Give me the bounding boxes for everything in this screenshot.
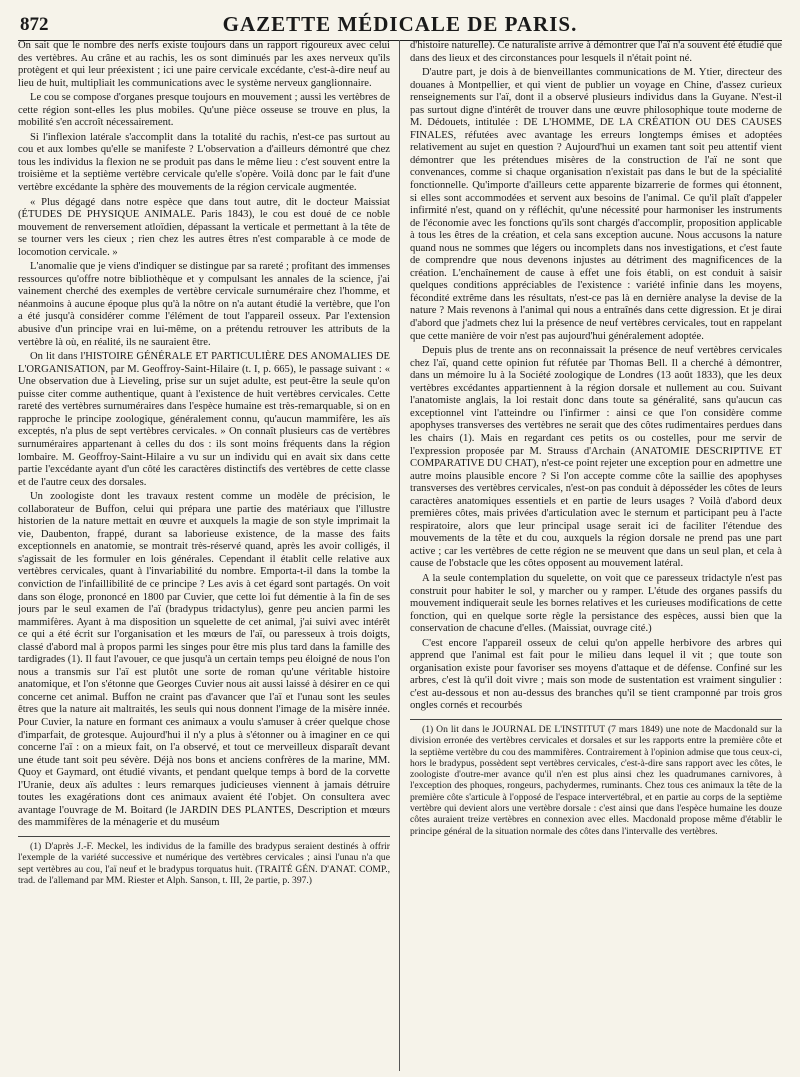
paragraph: On lit dans l'HISTOIRE GÉNÉRALE ET PARTICULIÈRE DES ANOMALIES DE L'ORGANISATION, par M. Geoffroy-Saint-Hilaire (t. I, p. 665), le passage suivant : « Une observation due à Lieveling, prise sur un sujet adulte, est peut-être la seule qu'on puisse citer comme authentique, quant à l'existence de huit vertèbres cervicales. Cette rareté des vertèbres surnuméraires dans l'espèce humaine est très-remarquable, si on en rapproche le principe zoologique, généralement connu, qu'aucun mammifère, les aïs exceptés, n'a plus de sept vertèbres cervicales. » On connaît plusieurs cas de vertèbres surnuméraires appartenant à celles du dos : ils sont moins fréquents dans la région lombaire. M. Geoffroy-Saint-Hilaire a vu sur un individu qui en avait six dans cette partie l'excédante ayant d'un côté les caractères distinctifs des vertèbres de cette classe et de l'autre ceux des dorsales. [18,351,390,488]
footnote [410,724,782,837]
footnote-text: (1) On lit dans le JOURNAL DE L'INSTITUT (7 mars 1849) une note de Macdonald sur la division erronée des vertèbres cervicales et dorsales et sur les rapports entre la première côte et la septième vertèbre du cou des mammifères. Contrairement à l'opinion admise que tous ceux-ci, hors le bradypus, possèdent sept vertèbres cervicales, c'est-à-dire sans rapport avec les côtes, le zoologiste d'outre-mer avance qu'il n'en est plus ainsi chez les quadrumanes carnivores, à l'exception des phoques, rongeurs, pachydermes, ruminants. Chez tous ces animaux la tête de la première côte s'articule à l'opposé de l'espace intervertébral, et en partie au corps de la septième vertèbre qui devient alors une vertèbre dorsale : c'est ainsi que dans l'espèce humaine les douze côtes auraient treize vertèbres en connexion avec elles. Macdonald propose même d'établir le principe général de la situation normale des côtes dans l'intervalle des vertèbres. [410,723,782,837]
footnote-rule [18,836,390,837]
footnote-rule [410,719,782,720]
paragraph: On sait que le nombre des nerfs existe toujours dans un rapport rigoureux avec celui des vertèbres. Au crâne et au rachis, les os sont diminués par les axes nerveux qu'ils protègent et qui leur préexistent ; ici une paire cervicale excédante, c'est-à-dire neuf au lieu de huit, multipliait les communications avec le système nerveux ganglionnaire. [18,40,390,89]
page-number: 872 [20,14,49,35]
right-column [410,40,782,1071]
paragraph: Depuis plus de trente ans on reconnaissait la présence de neuf vertèbres cervicales chez l'aï, quand cette opinion fut réfutée par Thomas Bell. Il a cherché à démontrer, dans un mémoire lu à la Société zoologique de Londres (13 août 1833), que les deux vertèbres excédantes appartiennent à la région dorsale et nullement au cou. Suivant l'anatomiste anglais, la loi restait donc dans toute sa généralité, sans qu'aucun cas exceptionnel vint l'atteindre ou l'infirmer : ainsi ce que l'on considère comme apophyses transverses des vertèbres ne serait que des côtes rudimentaires perdues dans les chairs (1). Mais en regardant ces petits os ou costelles, pour me servir de l'expression proposée par M. Strauss d'Archain (ANATOMIE DESCRIPTIVE ET COMPARATIVE DU CHAT), n'est-ce point rejeter une exception pour en admettre une autre moins plausible encore ? Si l'on accepte comme côte la saillie des apophyses transverses des vertèbres cervicales, n'est-on pas conduit à déposséder les côtes de leurs caractères anatomiques essentiels et en partie de leurs usages ? Voilà d'abord deux premières côtes, mais privées d'articulation avec le sternum et participant peu à l'acte respiratoire, alors que leur principal usage serait ici de faciliter l'étendue des mouvements de la tête et du cou, auxquels la région dorsale ne prend pas une part active ; car les vertèbres de cette région ne se meuvent que dans un seul plan, et cela à cause de l'obstacle que les côtes opposent au mouvement latéral. [410,345,782,570]
paragraph: d'histoire naturelle). Ce naturaliste arrive à démontrer que l'aï n'a souvent été étudié que dans des lieux et des circonstances pour lesquels il n'était point né. [410,40,782,64]
paragraph: Si l'inflexion latérale s'accomplit dans la totalité du rachis, n'est-ce pas surtout au cou et aux lombes qu'elle se manifeste ? L'observation a d'ailleurs démontré que chez tous les individus la flexion ne se produit pas dans le même lieu : c'est souvent entre la troisième et la septième vertèbre cervicale qu'elle s'opère. Voilà donc par le fait d'une vertèbre excédante la sphère des mouvements de la région cervicale augmentée. [18,131,390,194]
paragraph: D'autre part, je dois à de bienveillantes communications de M. Ytier, directeur des douanes à Montpellier, et qui vient de publier un voyage en Chine, d'assez curieux renseignements sur l'aï, dont il a observé plusieurs individus dans la Guyane. N'est-il pas surtout digne d'intérêt de trouver dans une œuvre philosophique toute moderne de M. Dédouets, intitulée : DE L'HOMME, DE LA CRÉATION OU DES CAUSES FINALES, réfutées avec avantage les erreurs longtemps émises et adoptées relativement au sujet en question ? Aujourd'hui un examen tant soit peu attentif vient démontrer que les prétendues misères de la construction de l'aï ne sont que convenances, comme si chaque organisation n'existait pas dans le but de la spécialité fonctionnelle. Qu'importe d'ailleurs cette apparente bizarrerie de formes qui étonnent, si elles sont accommodées et servent aux besoins de l'animal. Ce qu'il plaît d'appeler infirmité n'est, quand on y réfléchit, qu'une nécessité pour harmoniser les instruments de l'économie avec les fonctions qu'ils sont chargés d'accomplir, proposition applicable à tous les êtres de la création, et cela sans exception aucune. Nous accusons la nature quand nous ne sommes que légers ou incomplets dans nos investigations, et c'est faute de comprendre que nous devenons injustes au détriment des magnificences de la création. L'enchaînement de cause à effet une fois établi, on est conduit à saisir quelques conditions appréciables de l'existence : variété infinie dans les moyens, fécondité extrême dans les résultats, n'est-ce pas là en dernière analyse la devise de la nature ? Mais revenons à l'animal qui nous a entraînés dans cette digression. Et je dirai d'abord que j'admets chez lui la présence de neuf vertèbres cervicales, tout en rappelant que cette manière de voir n'est pas aujourd'hui généralement adoptée. [410,67,782,342]
paragraph: Le cou se compose d'organes presque toujours en mouvement ; aussi les vertèbres de cette région sont-elles les plus mobiles. Qu'une pièce osseuse se trouve en plus, la mobilité s'en accroît nécessairement. [18,92,390,129]
paragraph: Un zoologiste dont les travaux restent comme un modèle de précision, le collaborateur de Buffon, celui qui prépara une partie des matériaux que l'illustre historien de la nature mettait en œuvre et auxquels la magie de son style imprimait la vie, Daubenton, frappé, durant sa laborieuse existence, de la masse des faits exceptionnels en anatomie, se montrait très-réservé quand, après les avoir colligés, il s'agissait de les formuler en lois générales. Cependant il établit celle relative aux vertèbres cervicales, quant à l'invariabilité du nombre. Emporta-t-il dans la tombe la conviction de l'infaillibilité de ce principe ? Les avis à cet égard sont partagés. On voit dans son éloge, prononcé en 1800 par Cuvier, que cette loi fut démentie à la fin de ses jours par le seul examen de l'aï (bradypus tridactylus), genre peu ancien parmi les mammifères. Ayant à ma disposition un squelette de cet animal, j'ai suivi avec intérêt ce qui a été écrit sur l'organisation et les mœurs de l'aï, ou paresseux à trois doigts, classé d'abord mal à propos parmi les singes pour être mis plus tard dans la famille des tardigrades (1). Il faut l'avouer, ce que jusqu'à un certain temps peu éloigné de nous l'on nous a transmis sur l'aï est plutôt une sorte de roman qu'une véritable histoire anatomique, et l'on s'étonne que Georges Cuvier nous ait aussi laissé à désirer en ce qui concerne cet animal. Buffon ne craint pas d'avancer que l'aï et l'unau sont les seules êtres que la nature ait maltraités, les seuls qui nous donnent l'image de la misère innée. Pour Cuvier, la nature en formant ces animaux a voulu s'amuser à créer quelque chose d'imparfait, de grotesque. Aujourd'hui il n'y a plus à s'étonner ou à imaginer en ce qui concerne l'aï : on a mieux fait, on l'a observé, et tout ce merveilleux disparaît devant une étude tant soit peu sévère. Déjà nos bons et anciens confrères de la marine, MM. Quoy et Gaymard, ont étudié vivants, et pendant quelque temps à bord de la corvette l'Uranie, deux aïs adultes : leurs remarques judicieuses viennent à jamais détruire toutes les exagérations dont ces animaux avaient été l'objet. On consultera avec avantage l'ouvrage de M. Boitard (le JARDIN DES PLANTES, Description et mœurs des mammifères de la ménagerie et du muséum [18,491,390,829]
left-column [18,40,390,1071]
paragraph: L'anomalie que je viens d'indiquer se distingue par sa rareté ; profitant des immenses ressources qu'offre notre bibliothèque et y compulsant les annales de la science, j'ai vainement cherché des exemples de vertèbre cervicale surnuméraire chez l'homme, et néanmoins à aucune époque plus qu'à la nôtre on n'a autant étudié la vertèbre, que l'on a été jusqu'à considérer comme l'élément de tout l'appareil osseux. Par l'extension abusive d'un principe vrai en lui-même, on a prétendu retrouver les attributs de la vertèbre là où, en réalité, ils ne sauraient être. [18,261,390,348]
footnote [18,841,390,886]
page-header [18,10,782,41]
article-columns [18,40,782,1071]
journal-title: GAZETTE MÉDICALE DE PARIS. [222,12,578,36]
paragraph: « Plus dégagé dans notre espèce que dans tout autre, dit le docteur Maissiat (ÉTUDES DE PHYSIQUE ANIMALE. Paris 1843), le cou est doué de ce noble mouvement de renversement atloïdien, dépassant la verticale et permettant à la tête de se tourner vers les cieux ; rien chez les autres êtres n'est comparable à ce mode de locomotion cervicale. » [18,196,390,258]
paragraph: C'est encore l'appareil osseux de celui qu'on appelle herbivore des arbres qui apprend que l'animal est fait pour le milieu dans lequel il vit ; que toute son organisation existe pour favoriser ses moyens d'attaque et de défense. Confiné sur les arbres, c'est là qu'il doit vivre ; mais son mode de sustentation est vraiment singulier : c'est au-dessous et non au-dessus des branches qu'il se tient cramponné par trois gros ongles cornés et recourbés [410,637,782,712]
paragraph: A la seule contemplation du squelette, on voit que ce paresseux tridactyle n'est pas construit pour habiter le sol, y marcher ou y ramper. L'étude des organes passifs du mouvement indiquerait seule les bornes relatives et les curieuses modifications de cette fonction, qui en quelque sorte règle la persistance des espèces, aussi bien que la conservation de chacune d'elles. (Maissiat, ouvrage cité.) [410,572,782,635]
footnote-text: (1) D'après J.-F. Meckel, les individus de la famille des bradypus seraient destinés à offrir l'exemple de la variété successive et numérique des vertèbres cervicales ; ainsi l'unau n'a que sept vertèbres au cou, l'aï neuf et le bradypus torquatus huit. (TRAITÉ GÉN. D'ANAT. COMP., trad. de l'allemand par MM. Riester et Alph. Sanson, t. III, 2e partie, p. 397.) [18,840,390,886]
